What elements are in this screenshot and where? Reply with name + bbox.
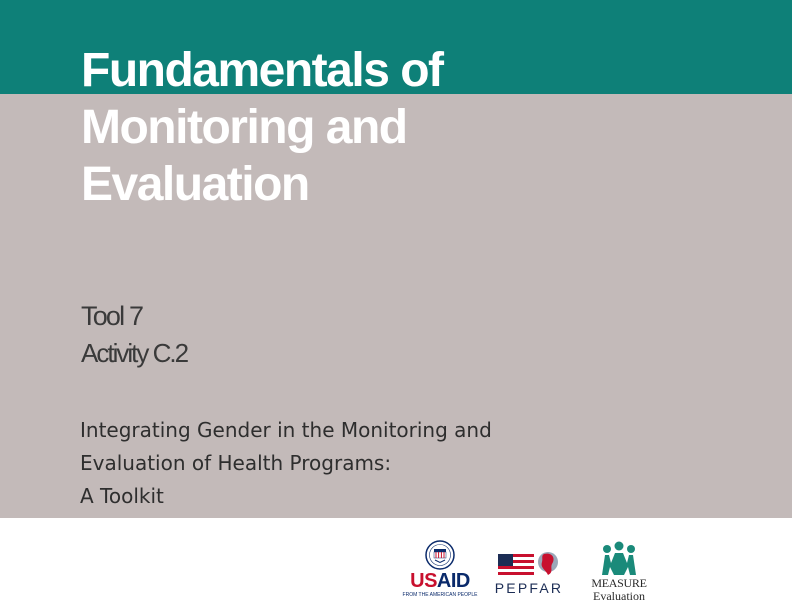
- subtitle-line-2: Evaluation of Health Programs:: [80, 451, 392, 475]
- usaid-wordmark: [402, 571, 478, 591]
- usaid-logo: [402, 540, 478, 598]
- measure-wordmark: MEASURE: [591, 576, 647, 590]
- usaid-wordmark-red: US: [410, 570, 437, 592]
- pepfar-logo: [493, 548, 565, 598]
- subtitle-line-1: Integrating Gender in the Monitoring and: [80, 418, 492, 442]
- pepfar-wordmark: PEPFAR: [494, 580, 564, 596]
- title-line-2: Monitoring and: [81, 101, 407, 154]
- tool-label: Tool 7: [81, 301, 143, 331]
- page-title: [81, 42, 641, 213]
- document-subtitle: [80, 414, 600, 513]
- pepfar-flag-icon: [496, 548, 562, 578]
- measure-people-icon: [599, 541, 639, 575]
- usaid-seal-icon: [425, 540, 455, 570]
- title-line-3: Evaluation: [81, 158, 309, 211]
- footer-band: [0, 518, 792, 612]
- subtitle-line-3: A Toolkit: [80, 484, 164, 508]
- usaid-tagline: FROM THE AMERICAN PEOPLE: [402, 592, 478, 598]
- usaid-wordmark-blue: AID: [436, 570, 470, 592]
- measure-evaluation-logo: [586, 541, 652, 603]
- activity-label: Activity C.2: [81, 338, 188, 368]
- title-line-1: Fundamentals of: [81, 44, 443, 97]
- measure-subwordmark: Evaluation: [593, 589, 645, 603]
